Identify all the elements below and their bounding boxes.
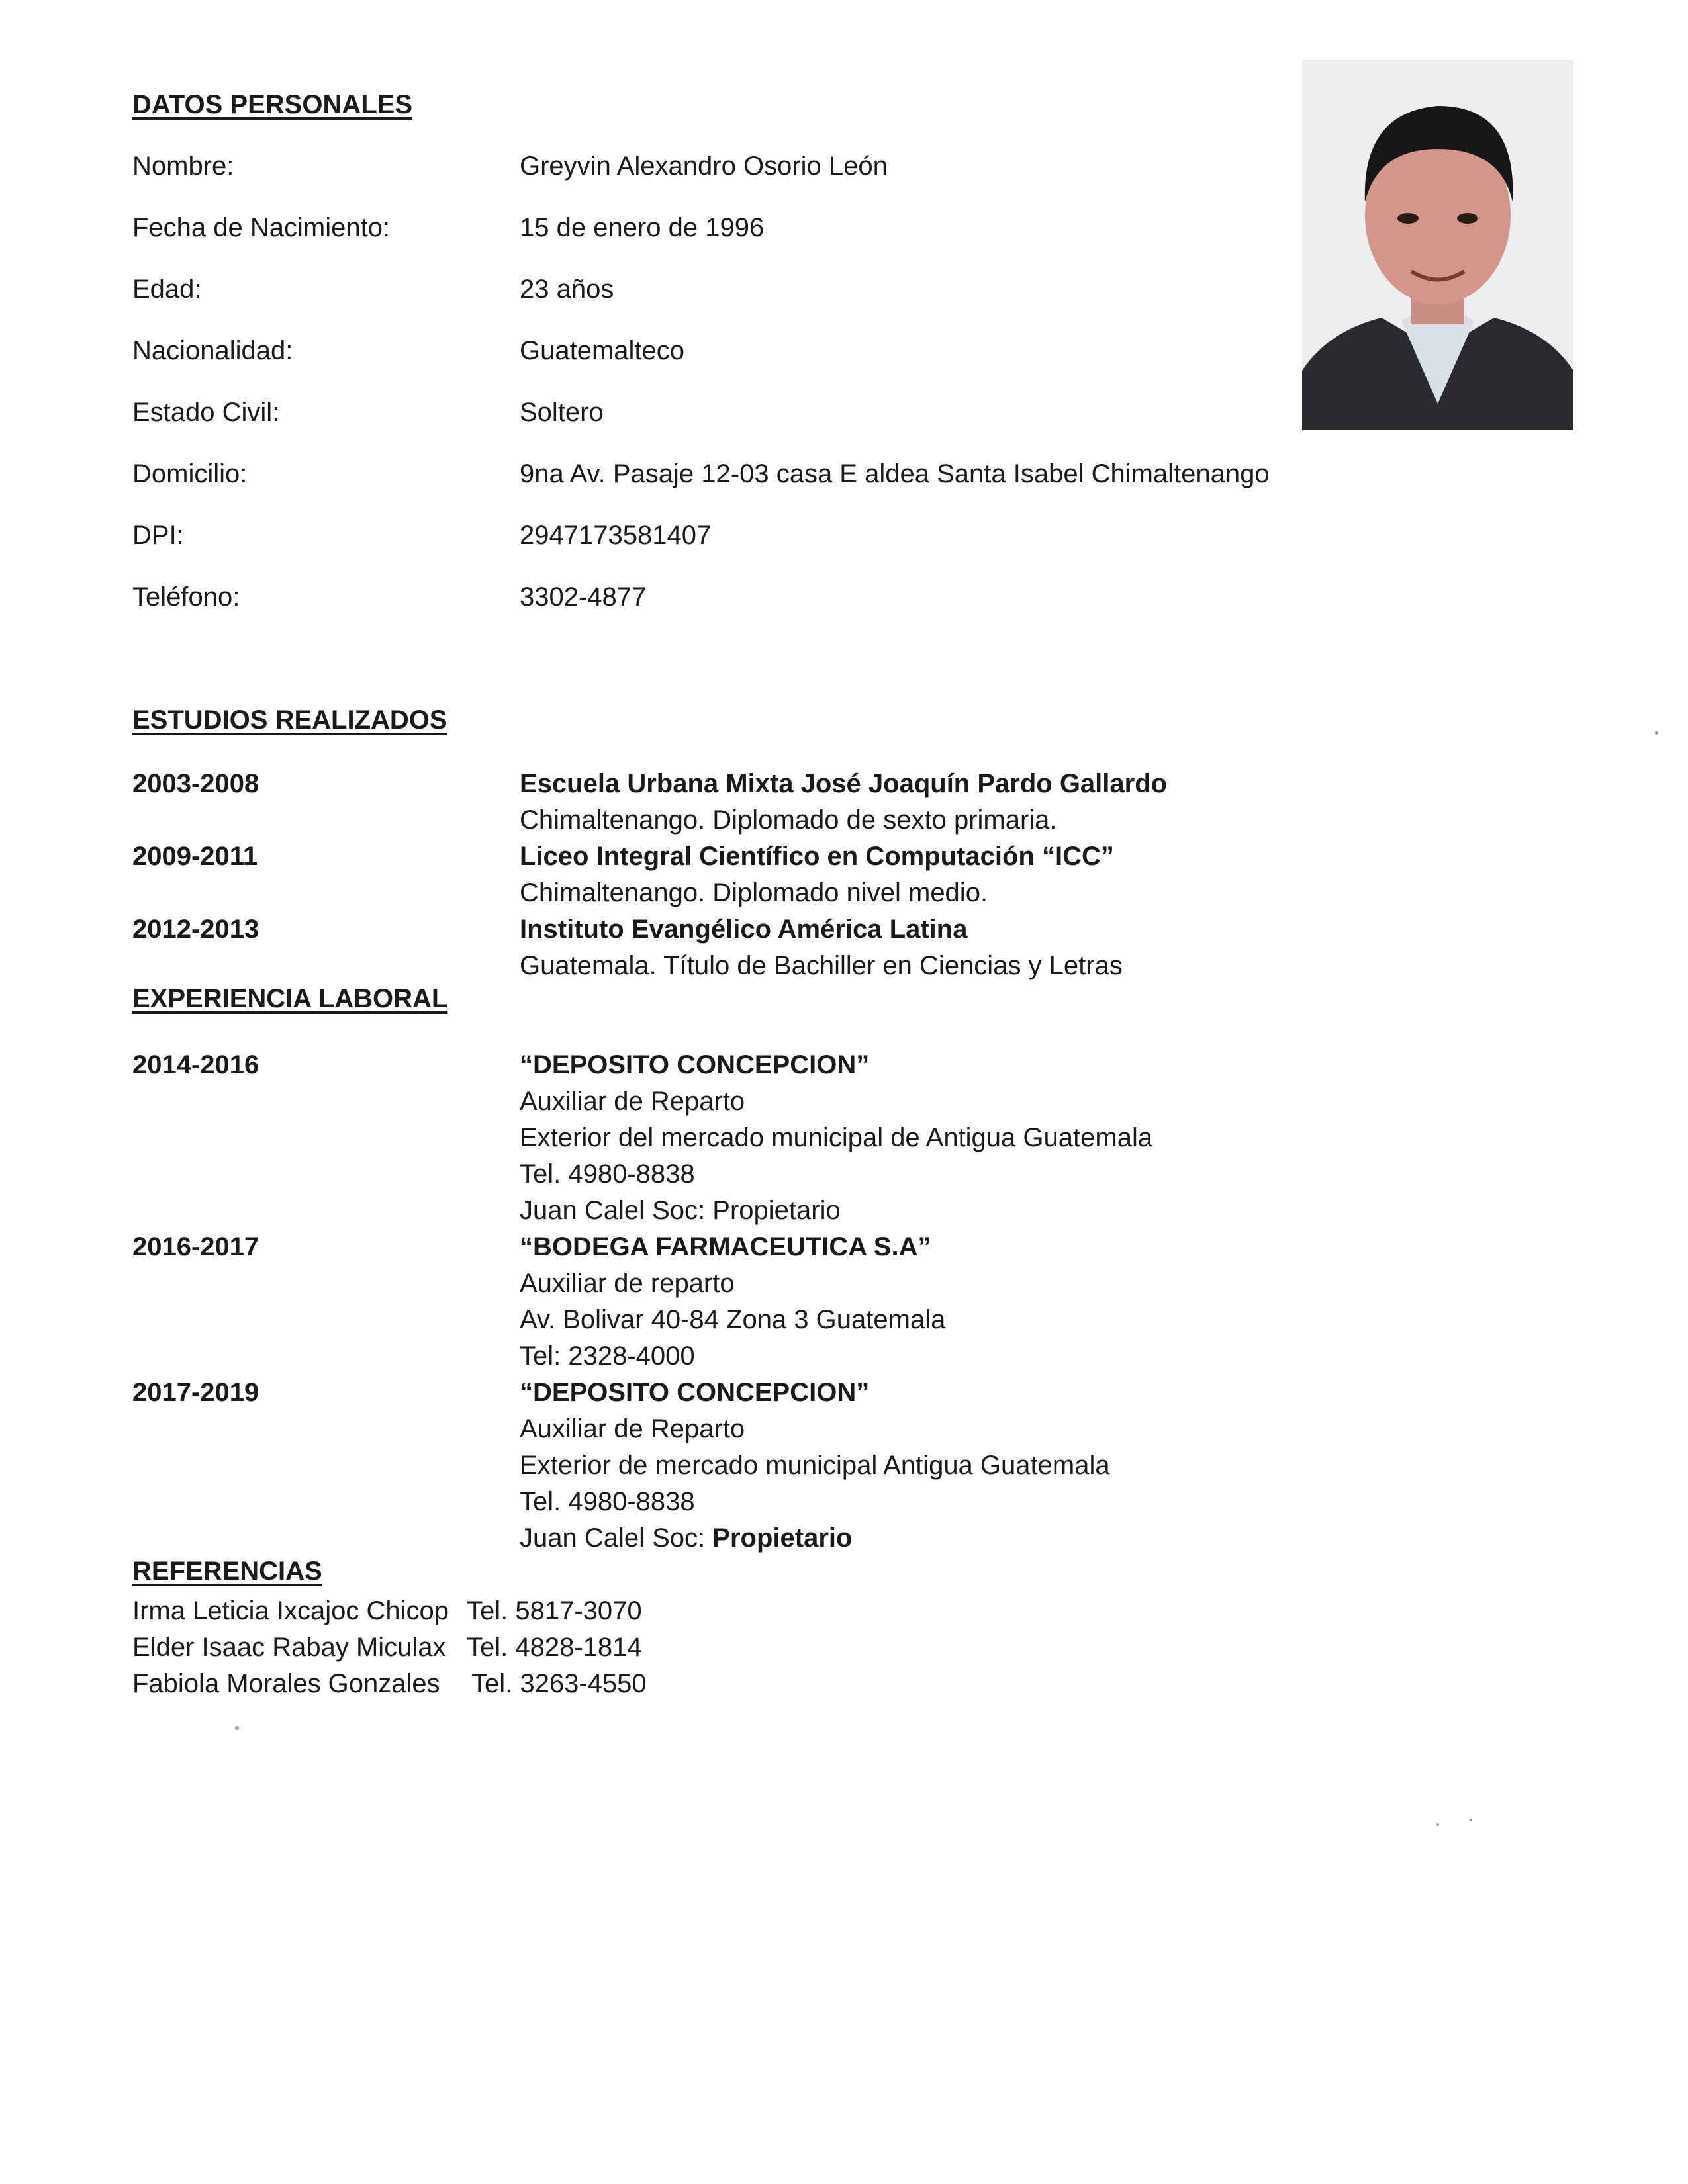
job-line: Tel: 2328-4000	[520, 1342, 695, 1371]
field-value: 3302-4877	[520, 582, 647, 612]
study-years: 2003-2008	[132, 769, 259, 798]
study-detail: Chimaltenango. Diplomado de sexto primaria.	[520, 805, 1057, 835]
reference-name: Irma Leticia Ixcajoc Chicop	[132, 1596, 449, 1625]
scan-speck	[1655, 731, 1658, 735]
reference-name: Fabiola Morales Gonzales	[132, 1669, 440, 1698]
job-line: Auxiliar de Reparto	[520, 1414, 745, 1443]
field-value: Greyvin Alexandro Osorio León	[520, 152, 888, 181]
field-value: 9na Av. Pasaje 12-03 casa E aldea Santa Isabel Chimaltenango	[520, 459, 1270, 488]
job-company: “DEPOSITO CONCEPCION”	[520, 1050, 870, 1079]
reference-name: Elder Isaac Rabay Miculax	[132, 1633, 446, 1662]
job-line-bold: Propietario	[712, 1524, 853, 1553]
scan-speck	[1436, 1823, 1439, 1826]
field-label: Fecha de Nacimiento:	[132, 213, 391, 242]
job-years: 2016-2017	[132, 1232, 259, 1261]
references-section-title: REFERENCIAS	[132, 1557, 322, 1586]
personal-section-title: DATOS PERSONALES	[132, 90, 413, 119]
study-detail: Guatemala. Título de Bachiller en Ciencias y Letras	[520, 951, 1123, 980]
studies-section-title: ESTUDIOS REALIZADOS	[132, 705, 447, 735]
job-company: “DEPOSITO CONCEPCION”	[520, 1378, 870, 1407]
job-line: Tel. 4980-8838	[520, 1487, 695, 1516]
reference-item	[132, 1633, 642, 1662]
profile-photo	[1302, 60, 1573, 430]
job-line: Auxiliar de Reparto	[520, 1087, 745, 1116]
reference-phone: Tel. 4828-1814	[467, 1633, 642, 1662]
job-line: Juan Calel Soc: Propietario	[520, 1196, 841, 1225]
field-value: 2947173581407	[520, 521, 712, 550]
study-school: Instituto Evangélico América Latina	[520, 915, 968, 944]
field-value: Guatemalteco	[520, 336, 685, 365]
field-label: Estado Civil:	[132, 398, 280, 427]
field-label: Edad:	[132, 275, 202, 304]
study-years: 2012-2013	[132, 915, 259, 944]
job-company: “BODEGA FARMACEUTICA S.A”	[520, 1232, 931, 1261]
reference-phone: Tel. 5817-3070	[467, 1596, 642, 1625]
field-value: 23 años	[520, 275, 614, 304]
field-value: 15 de enero de 1996	[520, 213, 765, 242]
study-school: Liceo Integral Científico en Computación “ICC”	[520, 842, 1114, 871]
study-school: Escuela Urbana Mixta José Joaquín Pardo Gallardo	[520, 769, 1168, 798]
field-label: Nombre:	[132, 152, 234, 181]
job-line: Tel. 4980-8838	[520, 1160, 695, 1189]
job-line-last	[520, 1520, 1110, 1557]
job-line: Av. Bolivar 40-84 Zona 3 Guatemala	[520, 1305, 946, 1334]
person-portrait-icon	[1302, 60, 1573, 430]
job-line: Auxiliar de reparto	[520, 1269, 735, 1298]
reference-item	[132, 1596, 642, 1626]
study-years: 2009-2011	[132, 842, 258, 871]
job-line: Exterior del mercado municipal de Antigua Guatemala	[520, 1123, 1153, 1152]
scan-speck	[235, 1726, 239, 1730]
job-line-prefix: Juan Calel Soc:	[520, 1524, 713, 1553]
field-label: Teléfono:	[132, 582, 240, 612]
job-years: 2017-2019	[132, 1378, 259, 1407]
study-detail: Chimaltenango. Diplomado nivel medio.	[520, 878, 988, 907]
job-line: Exterior de mercado municipal Antigua Guatemala	[520, 1451, 1110, 1480]
field-label: DPI:	[132, 521, 184, 550]
field-value: Soltero	[520, 398, 604, 427]
field-label: Domicilio:	[132, 459, 248, 488]
scan-speck	[1470, 1819, 1472, 1821]
reference-phone: Tel. 3263-4550	[471, 1669, 647, 1698]
field-label: Nacionalidad:	[132, 336, 293, 365]
experience-section-title: EXPERIENCIA LABORAL	[132, 984, 448, 1013]
reference-item	[132, 1669, 647, 1699]
job-years: 2014-2016	[132, 1050, 259, 1079]
